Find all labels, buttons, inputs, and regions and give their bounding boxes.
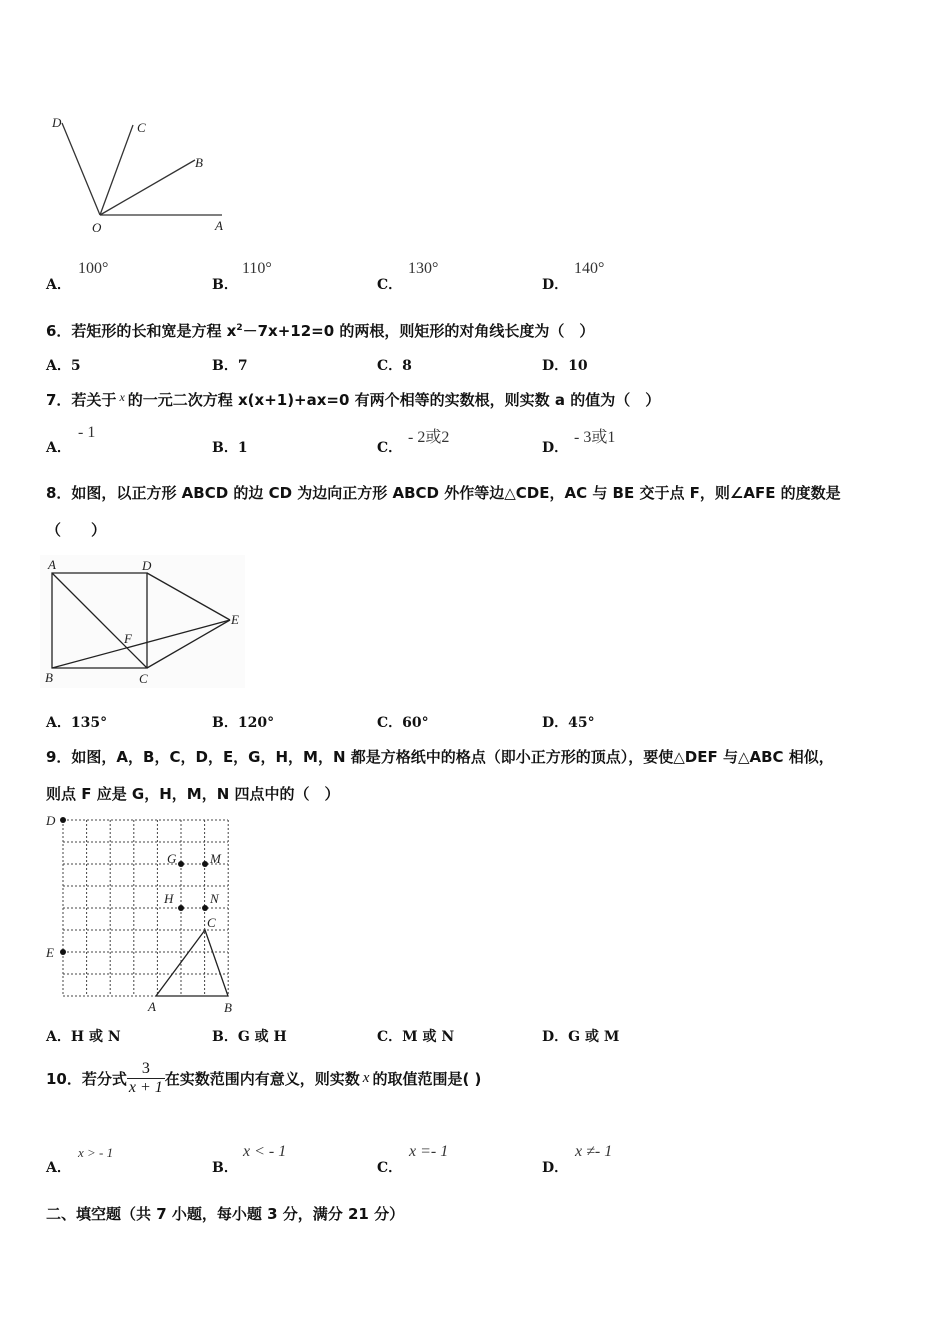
q7-option-d-letter: D． <box>542 440 569 456</box>
label-B: B <box>195 155 203 170</box>
q9-option-d: D．G 或 M <box>542 1029 620 1045</box>
q9-option-b: B．G 或 H <box>212 1029 287 1045</box>
q6-option-a: A．5 <box>46 358 81 374</box>
q5-option-b-letter: B． <box>212 277 238 293</box>
q9-option-a: A．H 或 N <box>46 1029 121 1045</box>
q10-option-b-letter: B． <box>212 1160 238 1176</box>
q9-grid-figure <box>40 808 250 1018</box>
q5-option-d-value: 140° <box>574 260 605 277</box>
q5-option-c-letter: C． <box>377 277 403 293</box>
q7-option-b: B．1 <box>212 440 248 456</box>
triangle-ABC <box>156 930 228 996</box>
label-A: A <box>215 218 223 233</box>
q10-option-a-value: x > - 1 <box>78 1145 114 1160</box>
q7-option-a-value: - 1 <box>78 424 96 441</box>
label-A: A <box>48 557 56 572</box>
label-H: H <box>164 891 174 906</box>
point-H <box>178 905 184 911</box>
label-G: G <box>167 851 177 866</box>
label-F: F <box>124 631 132 646</box>
point-D <box>60 817 66 823</box>
q5-option-a-letter: A． <box>46 277 71 293</box>
section-2-title: 二、填空题（共 7 小题，每小题 3 分，满分 21 分） <box>46 1205 405 1223</box>
point-E <box>60 949 66 955</box>
q6-stem: 6．若矩形的长和宽是方程 $x^2-7x+12=0$ 的两根，则矩形的对角线长度为（ ） <box>46 322 595 340</box>
label-A: A <box>148 999 156 1014</box>
q10-option-c-value: x =- 1 <box>409 1143 449 1160</box>
q10-option-d-value: x ≠- 1 <box>575 1143 613 1160</box>
q10-option-a-letter: A． <box>46 1160 71 1176</box>
q8-option-c: C．60° <box>377 715 429 731</box>
point-M <box>202 861 208 867</box>
ray-OD <box>62 123 100 215</box>
label-C: C <box>207 915 216 930</box>
label-M: M <box>210 851 221 866</box>
q10-option-c-letter: C． <box>377 1160 403 1176</box>
label-D: D <box>142 558 152 573</box>
q6-option-c: C．8 <box>377 358 412 374</box>
q5-option-a-value: 100° <box>78 260 109 277</box>
q9-option-c: C．M 或 N <box>377 1029 455 1045</box>
ray-OB <box>100 160 195 215</box>
q7-option-a-letter: A． <box>46 440 71 456</box>
label-E: E <box>46 945 54 960</box>
q10-option-d-letter: D． <box>542 1160 569 1176</box>
label-C: C <box>137 120 146 135</box>
q8-stem-line2: （ ） <box>46 521 107 539</box>
q7-stem: 7．若关于 $^x$ 的一元二次方程 x(x+1)+ax=0 有两个相等的实数根，则实数 a 的值为（ ） <box>46 390 661 409</box>
point-G <box>178 861 184 867</box>
label-D: D <box>46 813 56 828</box>
label-E: E <box>231 612 239 627</box>
q5-option-d-letter: D． <box>542 277 569 293</box>
label-C: C <box>139 671 148 686</box>
q10-fraction: $\frac{3}{x + 1}$ <box>128 1060 163 1096</box>
ray-OC <box>100 125 133 215</box>
q7-option-d-value: - 3或1 <box>574 429 616 446</box>
q6-option-d: D．10 <box>542 358 588 374</box>
q8-option-b: B．120° <box>212 715 275 731</box>
q8-option-d: D．45° <box>542 715 595 731</box>
label-O: O <box>92 220 102 235</box>
q5-option-c-value: 130° <box>408 260 439 277</box>
point-N <box>202 905 208 911</box>
label-B: B <box>45 670 53 685</box>
q6-option-b: B．7 <box>212 358 248 374</box>
q8-stem-line1: 8．如图，以正方形 ABCD 的边 CD 为边向正方形 ABCD 外作等边△CDE，AC 与 BE 交于点 F，则∠AFE 的度数是 <box>46 484 841 502</box>
q8-square-figure <box>40 555 250 690</box>
label-D: D <box>52 115 62 130</box>
q10-option-b-value: x < - 1 <box>243 1143 287 1160</box>
q5-angle-figure <box>40 105 240 240</box>
label-N: N <box>210 891 219 906</box>
q10-stem: 10．若分式 $\frac{3}{x + 1}$ 在实数范围内有意义，则实数 x 的取值范围是( ) <box>46 1060 482 1096</box>
q7-option-c-value: - 2或2 <box>408 429 450 446</box>
q8-option-a: A．135° <box>46 715 108 731</box>
label-B: B <box>224 1000 232 1015</box>
q7-option-c-letter: C． <box>377 440 403 456</box>
q5-option-b-value: 110° <box>242 260 272 277</box>
q9-stem-line2: 则点 F 应是 G，H，M，N 四点中的（ ） <box>46 785 340 803</box>
q9-stem-line1: 9．如图，A，B，C，D，E，G，H，M，N 都是方格纸中的格点（即小正方形的顶点），要使△DEF 与△ABC 相似， <box>46 748 834 766</box>
